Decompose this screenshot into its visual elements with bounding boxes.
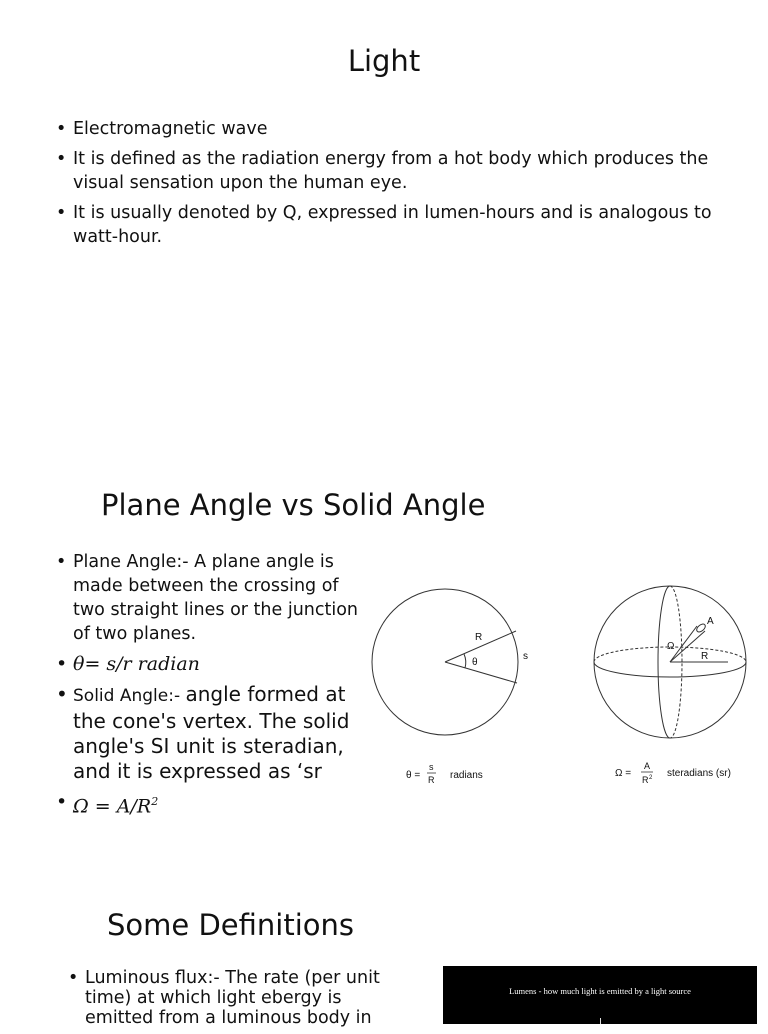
- label-omega: Ω: [667, 641, 675, 652]
- light-source-mark: [600, 1018, 601, 1024]
- plane-formula-unit: radians: [450, 770, 483, 781]
- plane-formula-denominator: R: [428, 775, 435, 785]
- solid-formula-denominator: R: [642, 775, 649, 785]
- bullet-item: • It is defined as the radiation energy from a hot body which produces the visual sensation upon the human eye.: [56, 147, 716, 195]
- solid-formula-denominator-exponent: 2: [649, 775, 653, 781]
- slide-title: Light: [347, 44, 421, 78]
- solid-angle-lead: Solid Angle:-: [73, 686, 186, 706]
- bullet-item: • Electromagnetic wave: [56, 117, 716, 141]
- lumens-caption: Lumens - how much light is emitted by a light source: [509, 986, 691, 996]
- slide-title: Plane Angle vs Solid Angle: [101, 488, 486, 522]
- lumens-illustration: [443, 966, 757, 1024]
- bullet-item: • It is usually denoted by Q, expressed in lumen-hours and is analogous to watt-hour.: [56, 201, 716, 249]
- label-a: A: [707, 616, 714, 627]
- label-theta: θ: [472, 657, 478, 668]
- solid-formula-unit: steradians (sr): [667, 768, 731, 779]
- label-r: R: [701, 651, 709, 662]
- label-r: R: [475, 632, 483, 643]
- plane-formula-lhs: θ =: [406, 770, 421, 781]
- bullet-list: [68, 968, 393, 1034]
- solid-formula-numerator: A: [644, 761, 651, 771]
- solid-angle-formula-exponent: 2: [151, 795, 159, 808]
- bullet-item-plane-angle: • Plane Angle:- A plane angle is made between the crossing of two straight lines or the junction of two planes.: [56, 550, 374, 646]
- solid-angle-definition: angle formed at the cone's vertex. The solid angle's SI unit is steradian, and it is expressed as ‘sr: [73, 682, 350, 783]
- slide-title: Some Definitions: [107, 908, 354, 942]
- bullet-item-luminous-flux: • Luminous flux:- The rate (per unit time) at which light ebergy is emitted from a luminous body in: [68, 968, 393, 1028]
- plane-angle-formula: θ= s/r radian: [73, 653, 200, 675]
- solid-angle-formula: Ω = A/R: [73, 795, 152, 818]
- plane-formula-numerator: s: [429, 762, 434, 772]
- label-s: s: [523, 651, 528, 662]
- solid-formula-lhs: Ω =: [615, 768, 632, 779]
